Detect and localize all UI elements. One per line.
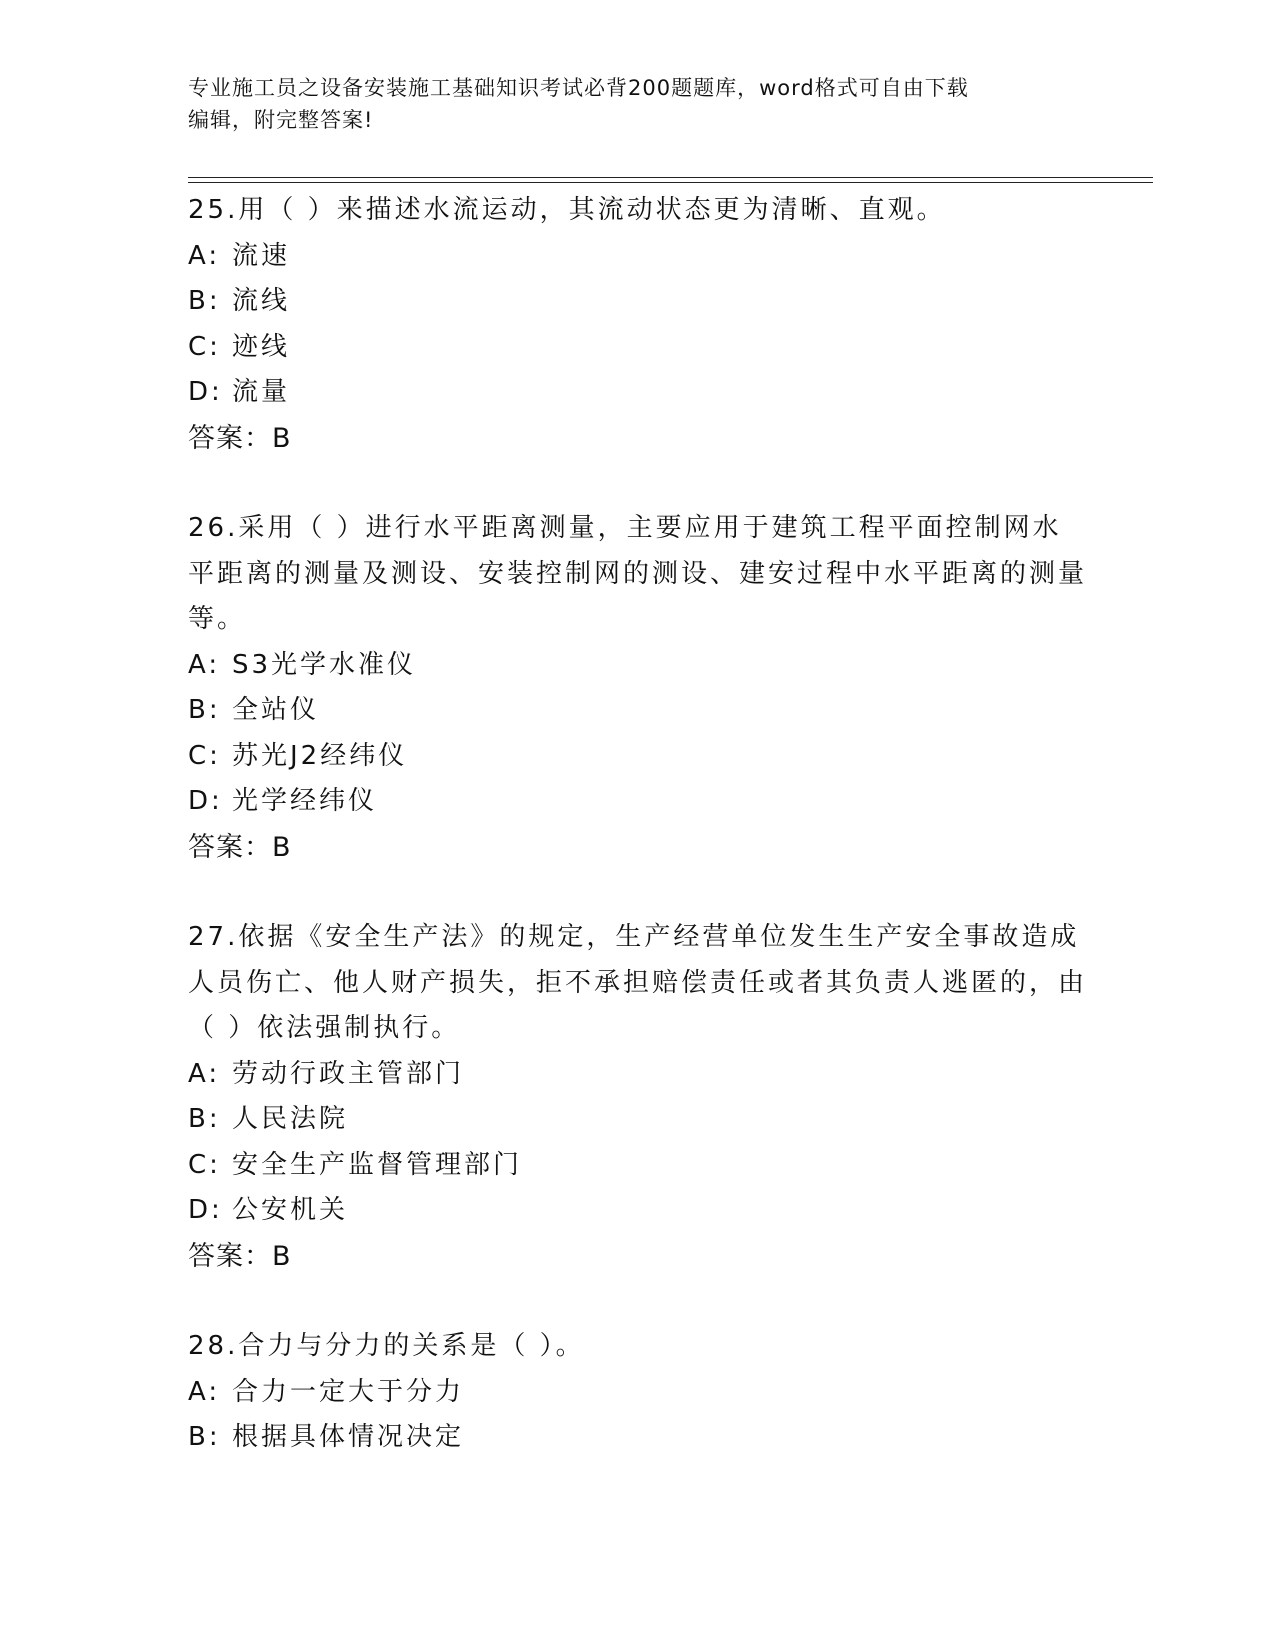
header-line-2: 编辑，附完整答案! [188,108,374,132]
option-a [188,643,1088,689]
option-text: 流量 [232,377,291,407]
option-letter: A: [188,649,221,680]
option-letter: A: [188,1376,221,1407]
option-d [188,1188,1088,1234]
option-b [188,1415,1088,1461]
option-a [188,234,1088,280]
option-text: 流速 [232,240,291,271]
option-text: 人民法院 [232,1104,349,1134]
option-letter: A: [188,1058,221,1089]
option-letter: B: [188,1422,221,1452]
option-text: 光学经纬仪 [232,786,378,816]
option-d [188,779,1088,825]
header-divider-bottom [188,182,1153,183]
option-text: 安全生产监督管理部门 [232,1149,523,1180]
spacer [188,461,1088,506]
header-divider-top [188,177,1153,178]
option-text: S3光学水准仪 [232,649,417,680]
option-text: 迹线 [232,331,291,362]
option-letter: D: [188,377,223,407]
option-letter: A: [188,240,221,271]
option-letter: B: [188,695,221,725]
question-list [188,188,1088,1461]
option-a [188,1370,1088,1416]
header-line-1: 专业施工员之设备安装施工基础知识考试必背200题题库，word格式可自由下载 [188,76,969,100]
question-text: 27.依据《安全生产法》的规定，生产经营单位发生生产安全事故造成人员伤亡、他人财产损失，拒不承担赔偿责任或者其负责人逃匿的，由（ ）依法强制执行。 [188,922,1088,1043]
question-text: 28.合力与分力的关系是（ ）。 [188,1331,585,1361]
option-b [188,688,1088,734]
spacer [188,870,1088,915]
option-b [188,279,1088,325]
question-text: 25.用（ ）来描述水流运动，其流动状态更为清晰、直观。 [188,195,946,225]
option-c [188,325,1088,371]
spacer [188,1279,1088,1324]
option-text: 根据具体情况决定 [232,1422,465,1452]
option-letter: B: [188,1104,221,1134]
option-text: 合力一定大于分力 [232,1376,465,1407]
option-c [188,1143,1088,1189]
option-b [188,1097,1088,1143]
option-text: 公安机关 [232,1195,349,1225]
option-letter: D: [188,786,223,816]
question-26 [188,506,1088,870]
question-27 [188,915,1088,1279]
option-letter: C: [188,1149,221,1180]
answer-line: 答案：B [188,1240,292,1272]
option-letter: C: [188,740,221,771]
option-text: 劳动行政主管部门 [232,1058,465,1089]
option-c [188,734,1088,780]
option-text: 全站仪 [232,695,320,725]
option-letter: D: [188,1195,223,1225]
answer-line: 答案：B [188,831,292,863]
question-25 [188,188,1088,461]
option-letter: C: [188,331,221,362]
question-28 [188,1324,1088,1461]
answer-line: 答案：B [188,422,292,454]
option-text: 流线 [232,286,291,316]
question-text: 26.采用（ ）进行水平距离测量，主要应用于建筑工程平面控制网水平距离的测量及测设、安装控制网的测设、建安过程中水平距离的测量等。 [188,513,1088,634]
option-d [188,370,1088,416]
option-letter: B: [188,286,221,316]
document-header [188,72,1068,136]
option-text: 苏光J2经纬仪 [232,740,408,771]
option-a [188,1052,1088,1098]
